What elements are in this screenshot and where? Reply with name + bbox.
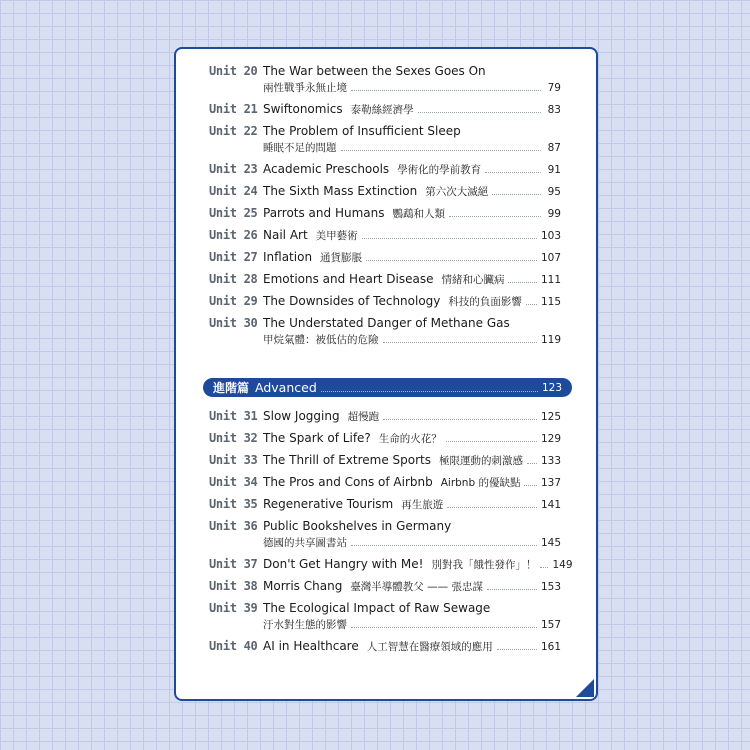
page-number: 79 — [547, 82, 561, 94]
dot-leader — [540, 559, 548, 568]
unit-title-zh: 學術化的學前教育 — [397, 164, 482, 176]
unit-title-en: Inflation — [263, 250, 313, 264]
unit-title-zh: 別對我「餓性發作」！ — [431, 559, 537, 571]
unit-number: Unit 36 — [209, 519, 258, 533]
page-number: 107 — [540, 252, 561, 264]
toc-entry[interactable] — [209, 557, 573, 575]
unit-title-en: The Spark of Life? — [263, 431, 371, 445]
unit-title-en: Morris Chang — [263, 579, 343, 593]
unit-number: Unit 21 — [209, 102, 258, 116]
unit-title-en: Don't Get Hangry with Me! — [263, 557, 424, 571]
unit-title-zh: 極限運動的刺激感 — [439, 455, 523, 467]
unit-title-en: The Understated Danger of Methane Gas — [263, 316, 510, 330]
page-number: 149 — [552, 559, 573, 571]
unit-title-en: Nail Art — [263, 228, 308, 242]
page-number: 95 — [547, 186, 561, 198]
dot-leader — [492, 186, 541, 195]
unit-title-zh: 鸚鵡和人類 — [392, 208, 445, 220]
unit-title-zh: 德國的共享圖書站 — [263, 537, 347, 549]
dot-leader — [487, 581, 537, 590]
toc-entry[interactable] — [209, 64, 561, 98]
page-number: 115 — [540, 296, 561, 308]
unit-title-zh: 美甲藝術 — [315, 230, 358, 242]
unit-number: Unit 30 — [209, 316, 258, 330]
dot-leader — [351, 619, 537, 628]
unit-title-en: Slow Jogging — [263, 409, 340, 423]
dot-leader — [497, 641, 537, 650]
page-number: 119 — [540, 334, 561, 346]
unit-number: Unit 29 — [209, 294, 258, 308]
unit-number: Unit 28 — [209, 272, 258, 286]
unit-number: Unit 27 — [209, 250, 258, 264]
toc-entry[interactable] — [209, 409, 561, 427]
unit-number: Unit 37 — [209, 557, 258, 571]
page-number: 91 — [547, 164, 561, 176]
toc-entry[interactable] — [209, 162, 561, 180]
dot-leader — [383, 411, 537, 420]
toc-entry[interactable] — [209, 475, 561, 493]
section-banner-advanced[interactable] — [203, 378, 572, 397]
unit-number: Unit 26 — [209, 228, 258, 242]
unit-title-zh: 再生旅遊 — [401, 499, 444, 511]
dot-leader — [527, 455, 537, 464]
unit-title-en: Swiftonomics — [263, 102, 343, 116]
unit-number: Unit 38 — [209, 579, 258, 593]
toc-entry[interactable] — [209, 206, 561, 224]
page-number: 87 — [547, 142, 561, 154]
dot-leader — [418, 104, 541, 113]
page-number: 99 — [547, 208, 561, 220]
unit-title-zh: 超慢跑 — [347, 411, 380, 423]
page-corner-decoration — [576, 679, 594, 697]
toc-entry[interactable] — [209, 102, 561, 120]
page-number: 133 — [540, 455, 561, 467]
page-number: 103 — [540, 230, 561, 242]
unit-number: Unit 25 — [209, 206, 258, 220]
toc-entry[interactable] — [209, 453, 561, 471]
dot-leader — [449, 208, 541, 217]
page-number: 145 — [540, 537, 561, 549]
unit-title-en: Emotions and Heart Disease — [263, 272, 434, 286]
unit-title-en: Regenerative Tourism — [263, 497, 394, 511]
page-number: 157 — [540, 619, 561, 631]
page-number: 83 — [547, 104, 561, 116]
unit-title-zh: 睡眠不足的問題 — [263, 142, 337, 154]
unit-title-zh: 人工智慧在醫療領域的應用 — [366, 641, 493, 653]
dot-leader — [362, 230, 537, 239]
toc-entry[interactable] — [209, 431, 561, 449]
unit-title-en: The Problem of Insufficient Sleep — [263, 124, 461, 138]
toc-entry[interactable] — [209, 497, 561, 515]
toc-entry[interactable] — [209, 294, 561, 312]
unit-title-zh: 第六次大滅絕 — [425, 186, 489, 198]
dot-leader — [383, 334, 537, 343]
unit-number: Unit 20 — [209, 64, 258, 78]
unit-number: Unit 32 — [209, 431, 258, 445]
toc-entry[interactable] — [209, 250, 561, 268]
unit-title-en: The War between the Sexes Goes On — [263, 64, 486, 78]
unit-title-zh: 兩性戰爭永無止境 — [263, 82, 347, 94]
unit-title-en: The Sixth Mass Extinction — [263, 184, 418, 198]
dot-leader — [446, 433, 537, 442]
unit-number: Unit 34 — [209, 475, 258, 489]
page-number: 137 — [540, 477, 561, 489]
toc-entry[interactable] — [209, 519, 561, 553]
unit-number: Unit 33 — [209, 453, 258, 467]
section-title-en: Advanced — [255, 380, 317, 395]
dot-leader — [351, 537, 537, 546]
unit-title-en: The Downsides of Technology — [263, 294, 441, 308]
unit-number: Unit 31 — [209, 409, 258, 423]
unit-number: Unit 39 — [209, 601, 258, 615]
unit-number: Unit 24 — [209, 184, 258, 198]
unit-title-en: The Thrill of Extreme Sports — [263, 453, 431, 467]
unit-title-zh: 臺灣半導體教父 —— 張忠謀 — [350, 581, 483, 593]
page-number: 125 — [540, 411, 561, 423]
page-number: 141 — [540, 499, 561, 511]
page-number: 111 — [540, 274, 561, 286]
page-number: 161 — [540, 641, 561, 653]
page-number: 153 — [540, 581, 561, 593]
toc-entry[interactable] — [209, 124, 561, 158]
dot-leader — [526, 296, 537, 305]
unit-number: Unit 22 — [209, 124, 258, 138]
unit-title-zh: 情緒和心臟病 — [441, 274, 505, 286]
unit-number: Unit 23 — [209, 162, 258, 176]
section-title-zh: 進階篇 — [213, 381, 250, 395]
page-number: 129 — [540, 433, 561, 445]
unit-title-zh: 通貨膨脹 — [320, 252, 363, 264]
toc-entry[interactable] — [209, 579, 561, 597]
dot-leader — [341, 142, 542, 151]
dot-leader — [321, 383, 538, 392]
unit-title-zh: 泰勒絲經濟學 — [350, 104, 414, 116]
unit-title-zh: 科技的負面影響 — [448, 296, 522, 308]
toc-entry[interactable] — [209, 272, 561, 290]
unit-title-en: Academic Preschools — [263, 162, 390, 176]
toc-entry[interactable] — [209, 601, 561, 635]
unit-title-en: AI in Healthcare — [263, 639, 359, 653]
unit-title-en: The Ecological Impact of Raw Sewage — [263, 601, 491, 615]
toc-entry[interactable] — [209, 639, 561, 657]
toc-entry[interactable] — [209, 228, 561, 246]
dot-leader — [485, 164, 541, 173]
unit-number: Unit 40 — [209, 639, 258, 653]
unit-title-en: The Pros and Cons of Airbnb — [263, 475, 433, 489]
unit-number: Unit 35 — [209, 497, 258, 511]
toc-entry[interactable] — [209, 184, 561, 202]
toc-entry[interactable] — [209, 316, 561, 350]
section-page-number: 123 — [541, 381, 562, 394]
unit-title-en: Parrots and Humans — [263, 206, 385, 220]
dot-leader — [447, 499, 537, 508]
unit-title-zh: Airbnb 的優缺點 — [440, 477, 521, 489]
unit-title-zh: 甲烷氣體：被低估的危險 — [263, 334, 379, 346]
dot-leader — [508, 274, 536, 283]
dot-leader — [351, 82, 541, 91]
unit-title-zh: 生命的火花？ — [378, 433, 442, 445]
dot-leader — [524, 477, 536, 486]
dot-leader — [366, 252, 537, 261]
unit-title-en: Public Bookshelves in Germany — [263, 519, 452, 533]
unit-title-zh: 汙水對生態的影響 — [263, 619, 347, 631]
